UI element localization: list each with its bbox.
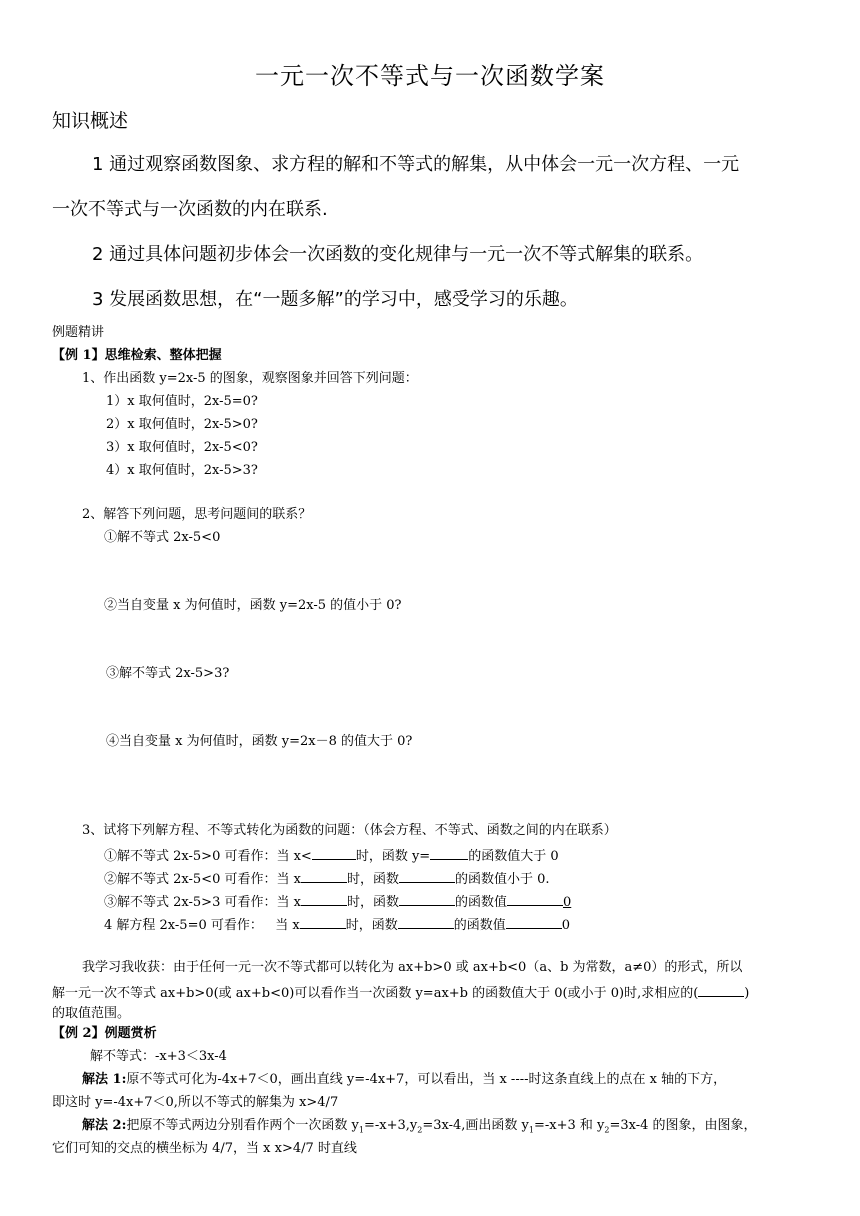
overview-point-1-line-2: 一次不等式与一次函数的内在联系. xyxy=(52,199,328,220)
section-heading-overview: 知识概述 xyxy=(52,110,129,132)
answer-blank[interactable] xyxy=(300,916,346,929)
answer-blank[interactable] xyxy=(301,893,347,906)
harvest-line-1: 我学习我收获：由于任何一元一次不等式都可以转化为 ax+b>0 或 ax+b<0（a、b 为常数，a≠0）的形式，所以 xyxy=(82,960,743,975)
answer-blank[interactable] xyxy=(399,893,455,906)
question-1-item: 4）x 取何值时，2x-5>3? xyxy=(106,463,258,478)
question-2-item: ③解不等式 2x-5>3? xyxy=(106,666,230,681)
harvest-line-3: 的取值范围。 xyxy=(52,1006,131,1021)
question-2-item: ①解不等式 2x-5<0 xyxy=(104,530,221,545)
question-1-item: 1）x 取何值时，2x-5=0? xyxy=(106,394,258,409)
examples-heading: 例题精讲 xyxy=(52,325,105,340)
question-3-row: ①解不等式 2x-5>0 可看作：当 x< 时，函数 y= 的函数值大于 0 xyxy=(104,849,559,864)
example-1-label: 【例 1】 xyxy=(52,348,105,363)
overview-point-1-line-1: 1 通过观察函数图象、求方程的解和不等式的解集，从中体会一元一次方程、一元 xyxy=(92,154,740,175)
question-2-item: ④当自变量 x 为何值时，函数 y=2x－8 的值大于 0? xyxy=(106,734,413,749)
example-2-label: 【例 2】 xyxy=(52,1026,105,1041)
answer-blank[interactable] xyxy=(698,984,744,997)
question-3-row: 4 解方程 2x-5=0 可看作： 当 x 时，函数 的函数值 0 xyxy=(104,918,571,933)
question-1: 1、作出函数 y=2x-5 的图象，观察图象并回答下列问题： xyxy=(82,371,418,386)
example-2-problem: 解不等式：-x+3＜3x-4 xyxy=(90,1049,227,1064)
method-2-label: 解法 2: xyxy=(82,1118,127,1133)
answer-blank[interactable] xyxy=(430,847,468,860)
question-2-item: ②当自变量 x 为何值时，函数 y=2x-5 的值小于 0? xyxy=(104,598,402,613)
question-3: 3、试将下列解方程、不等式转化为函数的问题：（体会方程、不等式、函数之间的内在联系） xyxy=(82,823,617,838)
answer-blank[interactable] xyxy=(398,916,454,929)
answer-blank[interactable] xyxy=(507,893,563,906)
question-3-row: ③解不等式 2x-5>3 可看作：当 x 时，函数 的函数值 0 xyxy=(104,895,572,910)
question-1-item: 3）x 取何值时，2x-5<0? xyxy=(106,440,258,455)
method-1-label: 解法 1: xyxy=(82,1072,127,1087)
answer-blank[interactable] xyxy=(399,870,455,883)
example-2-heading xyxy=(52,1027,157,1040)
method-1-line-2: 即这时 y=-4x+7＜0,所以不等式的解集为 x>4/7 xyxy=(52,1095,339,1110)
harvest-line-2: 解一元一次不等式 ax+b>0(或 ax+b<0)可以看作当一次函数 y=ax+b 的函数值大于 0(或小于 0)时,求相应的( ) xyxy=(52,986,750,1001)
question-2: 2、解答下列问题，思考问题间的联系？ xyxy=(82,507,312,522)
example-1-heading xyxy=(52,349,222,362)
answer-blank[interactable] xyxy=(312,847,356,860)
overview-point-2: 2 通过具体问题初步体会一次函数的变化规律与一元一次不等式解集的联系。 xyxy=(92,244,704,265)
example-1-title: 思维检索、整体把握 xyxy=(104,348,222,363)
page-title: 一元一次不等式与一次函数学案 xyxy=(255,62,605,90)
answer-blank[interactable] xyxy=(506,916,562,929)
method-2-line-2: 它们可知的交点的横坐标为 4/7，当 x x>4/7 时直线 xyxy=(52,1141,357,1156)
answer-blank[interactable] xyxy=(301,870,347,883)
question-1-item: 2）x 取何值时，2x-5>0? xyxy=(106,417,258,432)
overview-point-3: 3 发展函数思想，在“一题多解”的学习中，感受学习的乐趣。 xyxy=(92,289,578,310)
method-1-line-1: 解法 1:原不等式可化为-4x+7＜0，画出直线 y=-4x+7，可以看出，当 x ----时这条直线上的点在 x 轴的下方， xyxy=(82,1072,727,1087)
example-2-title: 例题赏析 xyxy=(104,1026,157,1041)
method-2-line-1: 解法 2:把原不等式两边分别看作两个一次函数 $y_1=-x+3,y_2=3x-4$,画出函数 $y_1=-x+3$ 和 $y_2=3x-4$ 的图象，由图象， xyxy=(82,1118,757,1135)
question-3-row: ②解不等式 2x-5<0 可看作：当 x 时，函数 的函数值小于 0. xyxy=(104,872,550,887)
